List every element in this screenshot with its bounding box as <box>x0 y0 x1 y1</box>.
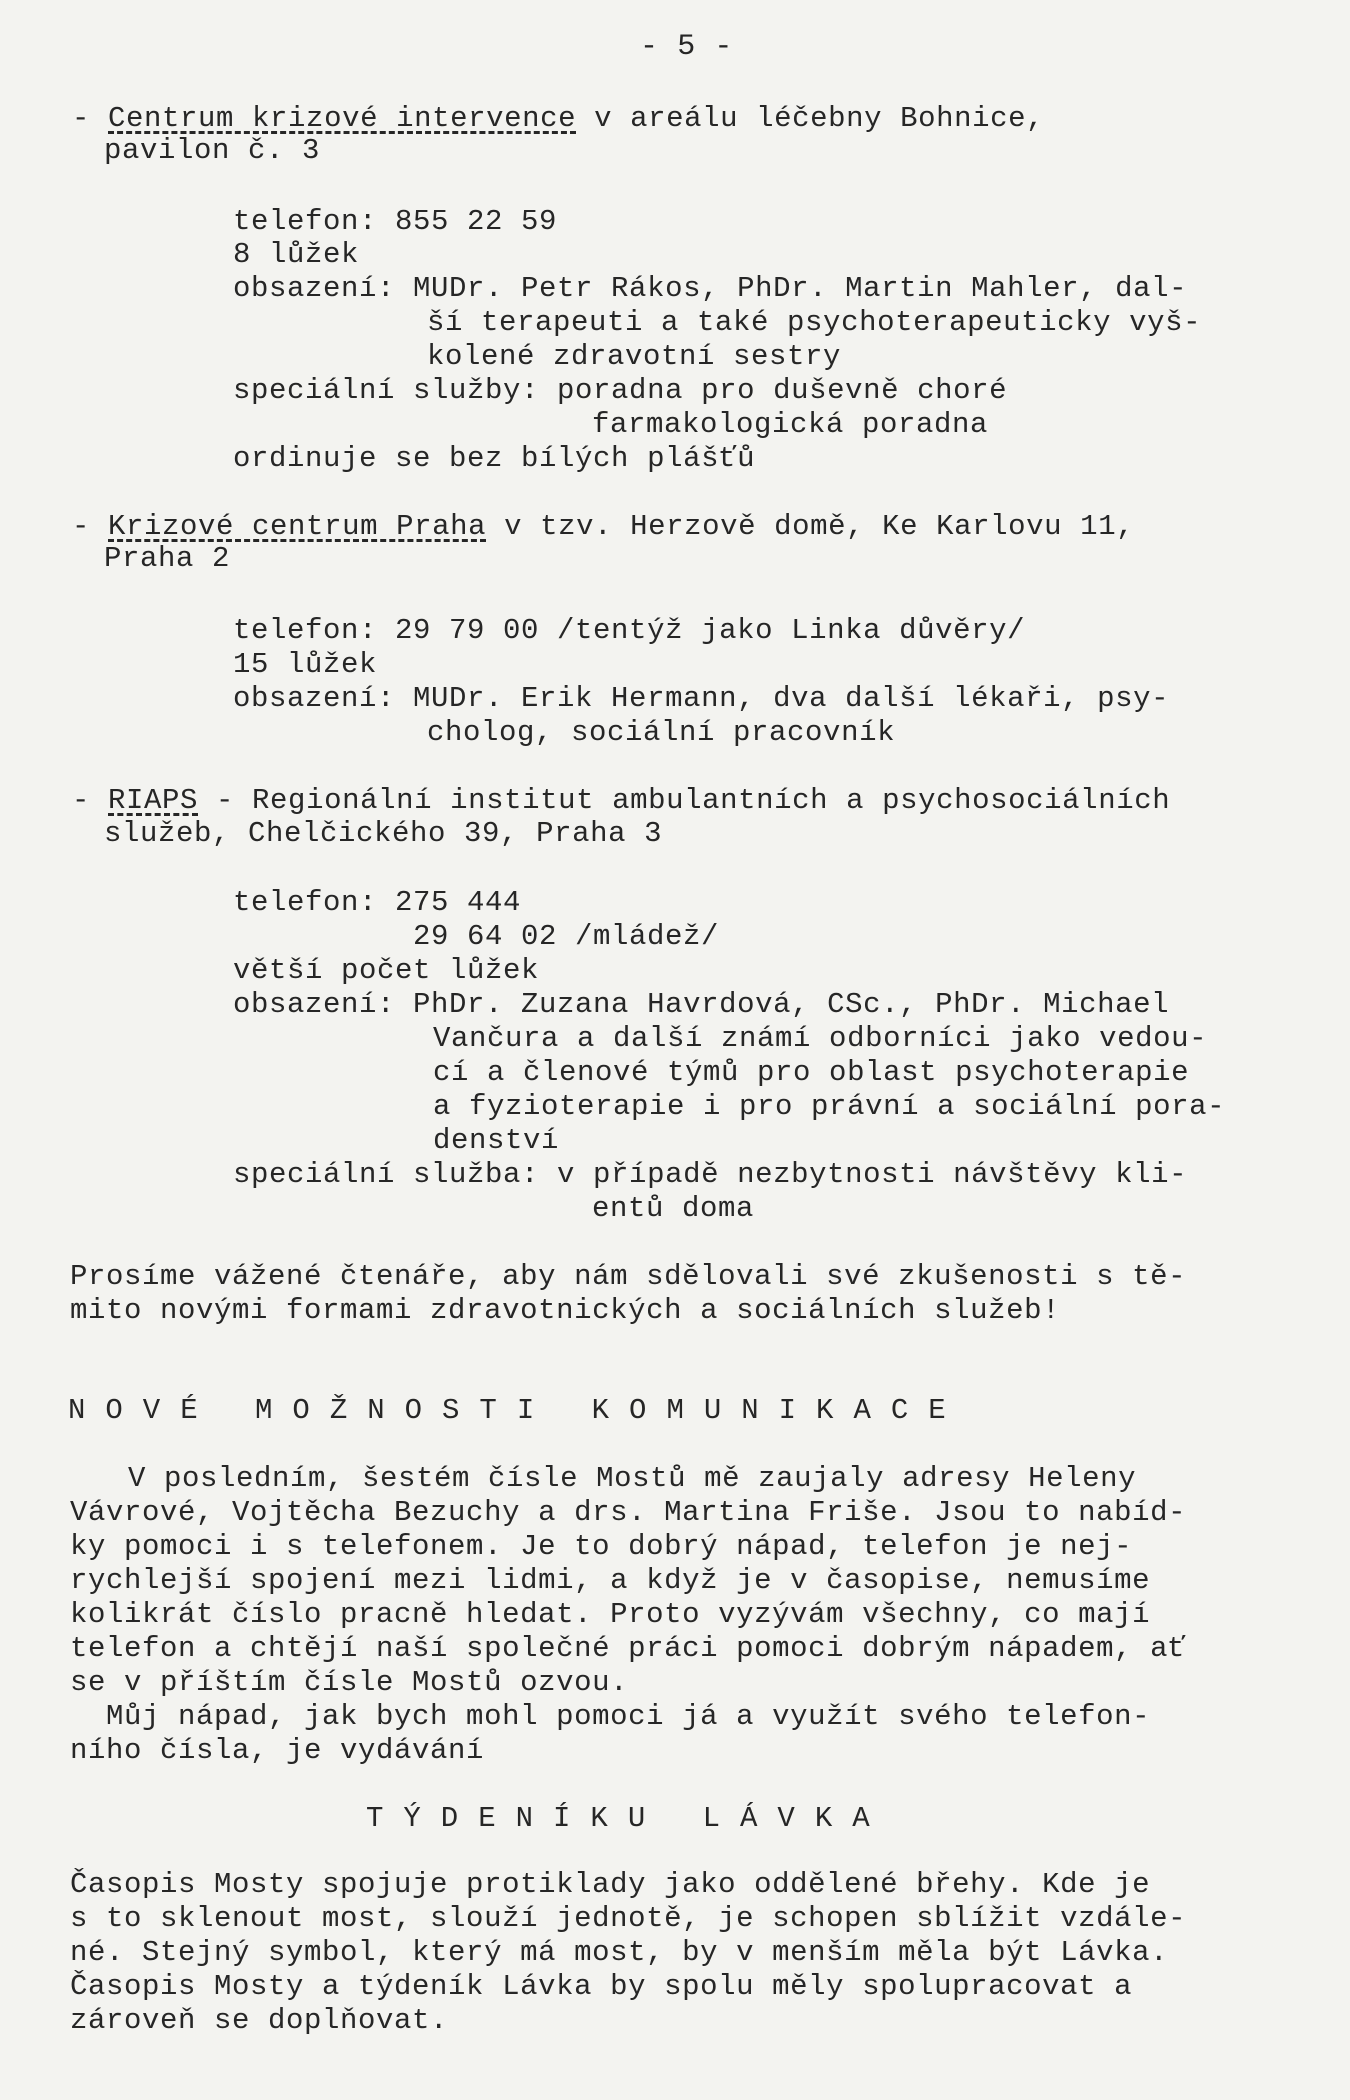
entry-1-name: Centrum krizové intervence <box>108 102 577 135</box>
paragraph-line: Můj nápad, jak bych mohl pomoci já a využít svého telefon- <box>70 1700 1151 1733</box>
entry-1-line-2: pavilon č. 3 <box>104 134 321 167</box>
paragraph-line: telefon a chtějí naší společné práci pomoci dobrým nápadem, ať <box>70 1632 1187 1665</box>
paragraph-line: V posledním, šestém čísle Mostů mě zaujaly adresy Heleny <box>128 1462 1137 1495</box>
paragraph-line: Vávrové, Vojtěcha Bezuchy a drs. Martina Friše. Jsou to nabíd- <box>70 1496 1187 1529</box>
entry-1-detail: farmakologická poradna <box>592 408 989 441</box>
closing-line: zároveň se doplňovat. <box>70 2004 449 2037</box>
entry-3-detail: obsazení: PhDr. Zuzana Havrdová, CSc., PhDr. Michael <box>233 988 1170 1021</box>
closing-line: Časopis Mosty spojuje protiklady jako oddělené břehy. Kde je <box>70 1868 1151 1901</box>
entry-3-detail: větší počet lůžek <box>233 954 540 987</box>
entry-1-detail: telefon: 855 22 59 <box>233 205 558 238</box>
entry-2-detail: 15 lůžek <box>233 648 378 681</box>
appeal-line: mito novými formami zdravotnických a sociálních služeb! <box>70 1294 1061 1327</box>
entry-3-dash: - <box>72 784 91 817</box>
entry-2-dash: - <box>72 510 91 543</box>
closing-line: s to sklenout most, slouží jednotě, je schopen sblížit vzdále- <box>70 1902 1187 1935</box>
entry-1-detail: speciální služby: poradna pro duševně choré <box>233 374 1008 407</box>
entry-3-address: - Regionální institut ambulantních a psychosociálních <box>198 784 1171 817</box>
entry-3-detail: telefon: 275 444 <box>233 886 522 919</box>
entry-1-address: v areálu léčebny Bohnice, <box>576 102 1045 135</box>
entry-2-line-1 <box>72 510 1134 544</box>
entry-3-line-2: služeb, Chelčického 39, Praha 3 <box>104 817 663 850</box>
page-number: - 5 - <box>640 30 734 64</box>
sub-heading: TÝDENÍKU LÁVKA <box>366 1802 890 1835</box>
entry-2-detail: cholog, sociální pracovník <box>427 716 896 749</box>
entry-3-detail: speciální služba: v případě nezbytnosti návštěvy kli- <box>233 1158 1188 1191</box>
entry-1-detail: kolené zdravotní sestry <box>427 340 842 373</box>
paragraph-line: ky pomoci i s telefonem. Je to dobrý nápad, telefon je nej- <box>70 1530 1133 1563</box>
closing-line: né. Stejný symbol, který má most, by v menším měla být Lávka. <box>70 1936 1169 1969</box>
entry-2-name: Krizové centrum Praha <box>108 510 487 543</box>
section-heading: NOVÉ MOŽNOSTI KOMUNIKACE <box>68 1394 966 1427</box>
entry-3-detail: entů doma <box>592 1192 755 1225</box>
entry-2-line-2: Praha 2 <box>104 542 231 575</box>
entry-3-detail: Vančura a další známí odborníci jako vedou- <box>433 1022 1208 1055</box>
entry-3-detail: 29 64 02 /mládež/ <box>413 920 720 953</box>
entry-1-detail: obsazení: MUDr. Petr Rákos, PhDr. Martin Mahler, dal- <box>233 272 1188 305</box>
entry-1-detail: ší terapeuti a také psychoterapeuticky vyš- <box>427 306 1202 339</box>
paragraph-line: rychlejší spojení mezi lidmi, a když je v časopise, nemusíme <box>70 1564 1151 1597</box>
entry-1-detail: ordinuje se bez bílých plášťů <box>233 442 756 475</box>
entry-2-address: v tzv. Herzově domě, Ke Karlovu 11, <box>486 510 1135 543</box>
paragraph-line: se v příštím čísle Mostů ozvou. <box>70 1666 629 1699</box>
entry-2-detail: telefon: 29 79 00 /tentýž jako Linka důvěry/ <box>233 614 1026 647</box>
entry-1-dash: - <box>72 102 91 135</box>
entry-3-detail: cí a členové týmů pro oblast psychoterapie <box>433 1056 1190 1089</box>
entry-1-detail: 8 lůžek <box>233 238 360 271</box>
entry-3-line-1 <box>72 784 1170 818</box>
entry-2-detail: obsazení: MUDr. Erik Hermann, dva další lékaři, psy- <box>233 682 1170 715</box>
appeal-line: Prosíme vážené čtenáře, aby nám sdělovali své zkušenosti s tě- <box>70 1260 1187 1293</box>
entry-3-detail: denství <box>433 1124 560 1157</box>
closing-line: Časopis Mosty a týdeník Lávka by spolu měly spolupracovat a <box>70 1970 1133 2003</box>
entry-3-name: RIAPS <box>108 784 199 817</box>
paragraph-line: kolikrát číslo pracně hledat. Proto vyzývám všechny, co mají <box>70 1598 1151 1631</box>
entry-1-line-1 <box>72 102 1044 136</box>
entry-3-detail: a fyzioterapie i pro právní a sociální pora- <box>433 1090 1226 1123</box>
paragraph-line: ního čísla, je vydávání <box>70 1734 485 1767</box>
